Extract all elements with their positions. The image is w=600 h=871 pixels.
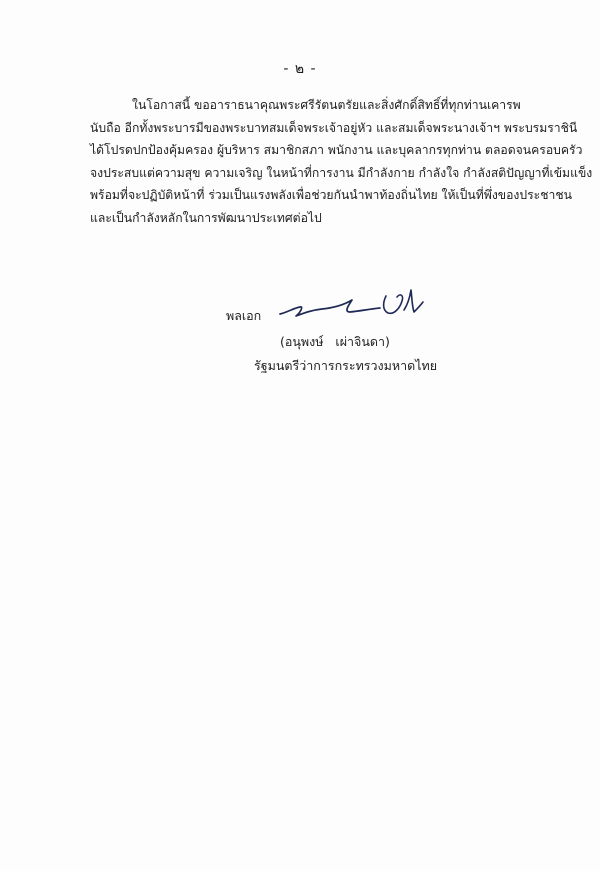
handwritten-signature: [270, 282, 430, 326]
page-number: - ๒ -: [283, 61, 317, 77]
paragraph-line: และเป็นกำลังหลักในการพัฒนาประเทศต่อไป: [90, 210, 322, 225]
signer-title: รัฐมนตรีว่าการกระทรวงมหาดไทย: [254, 358, 438, 373]
signer-name: (อนุพงษ์ เผ่าจินดา): [280, 334, 390, 349]
paragraph-line: ได้โปรดปกป้องคุ้มครอง ผู้บริหาร สมาชิกสภา พนักงาน และบุคลากรทุกท่าน ตลอดจนครอบครัว: [90, 143, 583, 157]
letter-paragraph: [90, 94, 593, 229]
paragraph-line: จงประสบแต่ความสุข ความเจริญ ในหน้าที่การงาน มีกำลังกาย กำลังใจ กำลังสติปัญญาที่เข้มแข็ง: [90, 165, 593, 180]
paragraph-line: ในโอกาสนี้ ขออาราธนาคุณพระศรีรัตนตรัยและสิ่งศักดิ์สิทธิ์ที่ทุกท่านเคารพ: [132, 98, 521, 112]
signer-rank: พลเอก: [226, 308, 262, 323]
paragraph-line: พร้อมที่จะปฏิบัติหน้าที่ ร่วมเป็นแรงพลังเพื่อช่วยกันนำพาท้องถิ่นไทย ให้เป็นที่พึ่งของประชาชน: [90, 188, 572, 202]
paragraph-line: นับถือ อีกทั้งพระบารมีของพระบาทสมเด็จพระเจ้าอยู่หัว และสมเด็จพระนางเจ้าฯ พระบรมราชินี: [90, 120, 578, 135]
